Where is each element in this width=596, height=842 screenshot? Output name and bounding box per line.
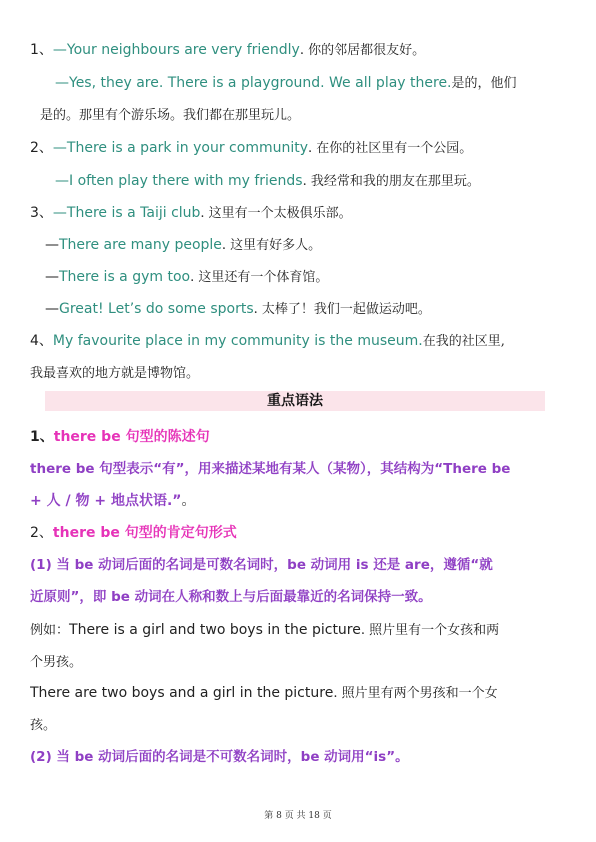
english-text: —There is a Taiji club bbox=[52, 205, 201, 221]
dialogue-1-reply bbox=[55, 71, 595, 95]
english-text: There is a girl and two boys in the picture bbox=[69, 622, 361, 638]
chinese-text: 在我的社区里, bbox=[422, 334, 505, 349]
english-text: There are many people bbox=[59, 237, 222, 253]
dialogue-2 bbox=[30, 136, 570, 160]
chinese-text: 孩。 bbox=[30, 718, 57, 733]
dialogue-3-line-a bbox=[45, 233, 585, 257]
rule-1-cont: 近原则”，即 be 动词在人称和数上与后面最靠近的名词保持一致。 bbox=[30, 589, 432, 605]
item-number: 4、 bbox=[30, 333, 53, 349]
english-text: There is a gym too bbox=[59, 269, 191, 285]
heading-number: 1、 bbox=[30, 429, 54, 445]
heading-text: there be 句型的肯定句形式 bbox=[52, 525, 237, 541]
dialogue-1 bbox=[30, 38, 570, 62]
dash: — bbox=[45, 237, 59, 253]
chinese-text: . 太棒了！我们一起做运动吧。 bbox=[253, 302, 431, 317]
grammar-para-1-cont bbox=[30, 489, 570, 513]
punctuation: 。 bbox=[181, 493, 196, 509]
grammar-para-1: there be 句型表示“有”，用来描述某地有某人（某物），其结构为“There be bbox=[30, 461, 511, 477]
english-text: —There is a park in your community bbox=[52, 140, 309, 156]
english-text: —Your neighbours are very friendly bbox=[52, 42, 300, 58]
grammar-heading-1 bbox=[30, 425, 570, 449]
chinese-text: 是的。那里有个游乐场。我们都在那里玩儿。 bbox=[40, 108, 301, 123]
example-1 bbox=[30, 618, 570, 642]
page-footer: 第 8 页 共 18 页 bbox=[264, 811, 332, 821]
section-banner: 重点语法 bbox=[45, 391, 545, 411]
dash: — bbox=[45, 269, 59, 285]
dialogue-3 bbox=[30, 201, 570, 225]
dialogue-4-cont bbox=[30, 361, 570, 385]
chinese-text: 个男孩。 bbox=[30, 655, 83, 670]
chinese-text: . 照片里有一个女孩和两 bbox=[360, 623, 500, 638]
formula-text: + 人 / 物 + 地点状语.” bbox=[30, 493, 182, 509]
chinese-text: 是的，他们 bbox=[451, 76, 517, 91]
item-number: 1、 bbox=[30, 42, 53, 58]
english-text: —I often play there with my friends bbox=[55, 173, 303, 189]
dash: — bbox=[45, 301, 59, 317]
example-2-cont bbox=[30, 713, 570, 737]
chinese-text: . 照片里有两个男孩和一个女 bbox=[333, 686, 498, 701]
grammar-heading-2 bbox=[30, 521, 570, 545]
rule-1: (1) 当 be 动词后面的名词是可数名词时，be 动词用 is 还是 are，遵循“就 bbox=[30, 557, 493, 573]
english-text: There are two boys and a girl in the picture bbox=[30, 685, 334, 701]
dialogue-3-line-c bbox=[45, 297, 585, 321]
dialogue-3-line-b bbox=[45, 265, 585, 289]
heading-text: there be 句型的陈述句 bbox=[53, 429, 210, 445]
english-text: Great! Let’s do some sports bbox=[59, 301, 254, 317]
chinese-text: . 这里有好多人。 bbox=[221, 238, 322, 253]
chinese-text: 我最喜欢的地方就是博物馆。 bbox=[30, 366, 200, 381]
dialogue-4 bbox=[30, 329, 570, 353]
english-text: —Yes, they are. There is a playground. We all play there. bbox=[55, 75, 452, 91]
chinese-text: . 我经常和我的朋友在那里玩。 bbox=[302, 174, 480, 189]
heading-number: 2、 bbox=[30, 525, 53, 541]
item-number: 3、 bbox=[30, 205, 53, 221]
example-2 bbox=[30, 681, 570, 705]
item-number: 2、 bbox=[30, 140, 53, 156]
chinese-text: . 在你的社区里有一个公园。 bbox=[308, 141, 473, 156]
english-text: My favourite place in my community is the museum. bbox=[52, 333, 423, 349]
chinese-text: . 这里有一个太极俱乐部。 bbox=[200, 206, 352, 221]
chinese-text: . 你的邻居都很友好。 bbox=[299, 43, 426, 58]
rule-2: (2) 当 be 动词后面的名词是不可数名词时，be 动词用“is”。 bbox=[30, 749, 409, 765]
example-prefix: 例如： bbox=[30, 623, 70, 638]
chinese-text: . 这里还有一个体育馆。 bbox=[190, 270, 329, 285]
dialogue-1-reply-cont bbox=[40, 103, 580, 127]
example-1-cont bbox=[30, 650, 570, 674]
dialogue-2-reply bbox=[55, 169, 595, 193]
